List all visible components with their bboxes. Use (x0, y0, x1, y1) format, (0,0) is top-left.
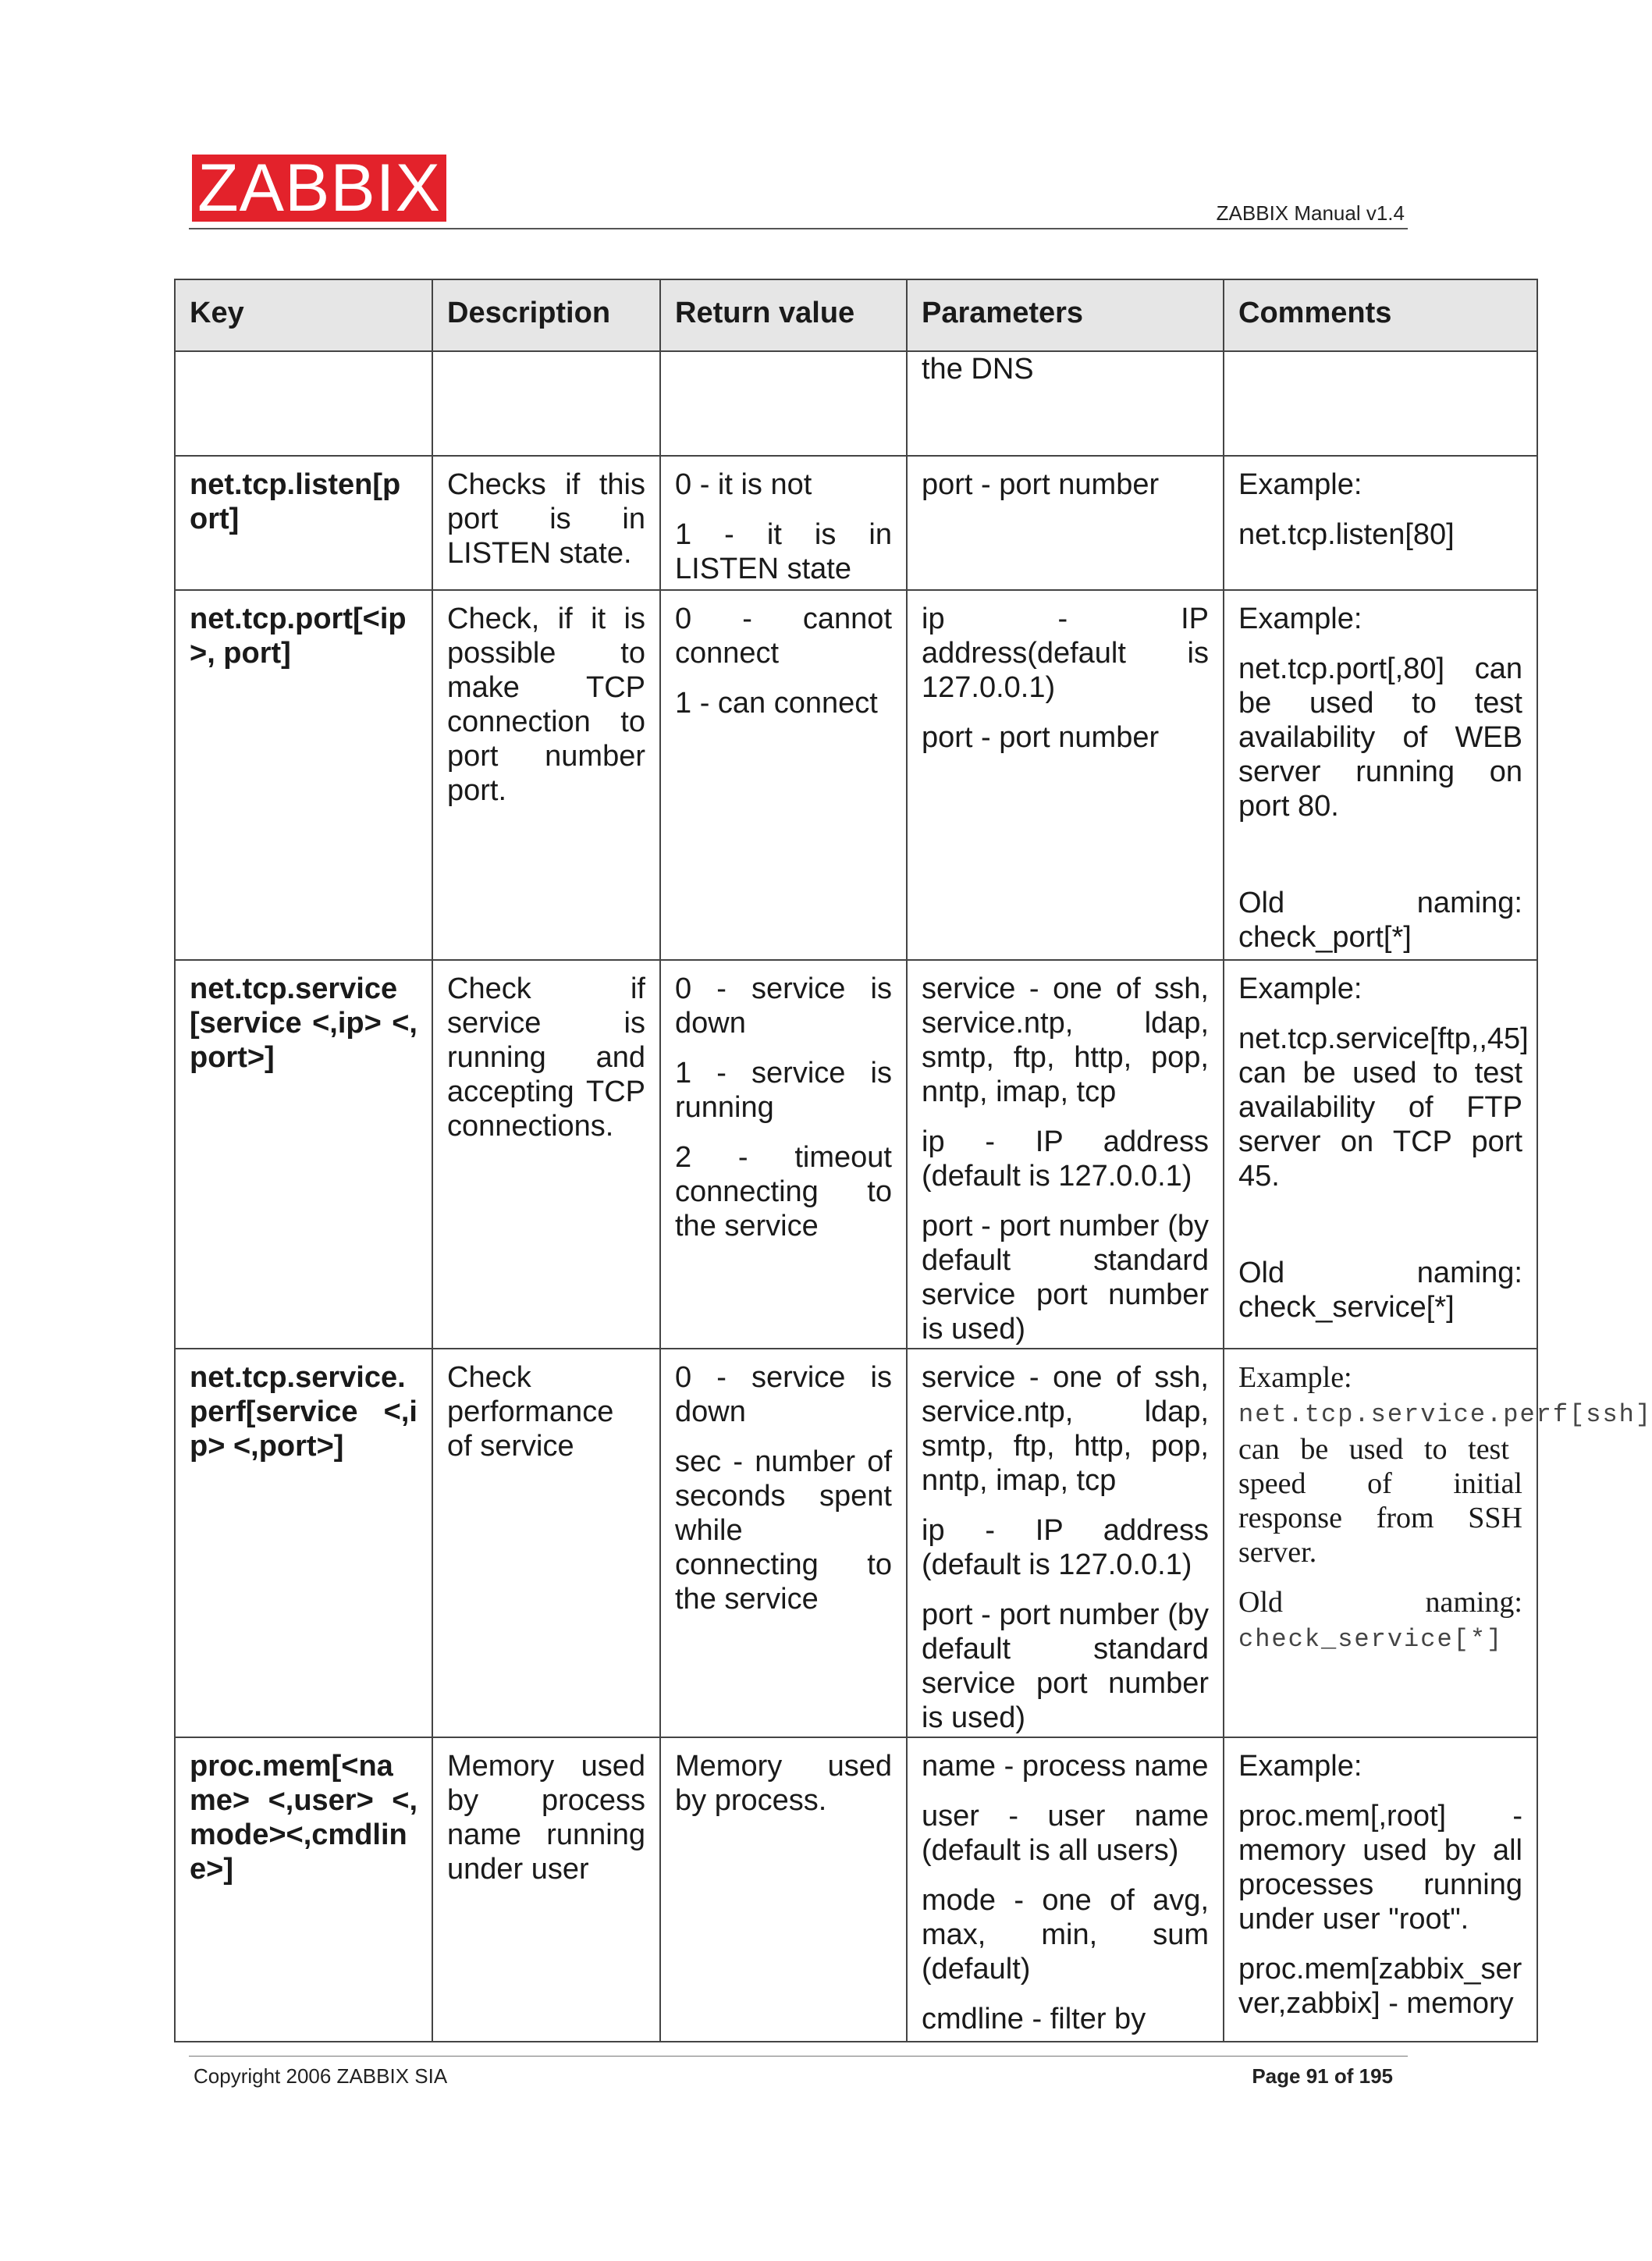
key-cell: net.tcp.listen[port] (175, 456, 432, 590)
column-header-parameters: Parameters (907, 279, 1224, 351)
comment-text: Example: (1238, 1750, 1362, 1783)
return-value-text: 0 - service is down (675, 1361, 892, 1428)
comment-text: net.tcp.listen[80] (1238, 518, 1455, 551)
comment-text: Example: (1238, 468, 1362, 501)
comment-text: Old naming: check_port[*] (1238, 887, 1522, 954)
table-row (175, 590, 1537, 960)
return-value-cell (660, 1737, 907, 2042)
comment-text: proc.mem[zabbix_server,zabbix] - memory (1238, 1953, 1522, 2020)
parameters-cell (907, 456, 1224, 590)
parameter-text: ip - IP address (default is 127.0.0.1) (922, 1125, 1209, 1193)
parameters-cell (907, 1349, 1224, 1737)
return-value-text: 2 - timeout connecting to the service (675, 1141, 892, 1242)
copyright-notice: Copyright 2006 ZABBIX SIA (194, 2064, 448, 2088)
comments-cell (1224, 1349, 1652, 1737)
return-value-text: sec - number of seconds spent while connecting to the service (675, 1445, 892, 1616)
return-value-cell (660, 456, 907, 590)
return-value-text: 0 - cannot connect (675, 603, 892, 670)
comment-text (1238, 1585, 1522, 1657)
footer-divider (189, 2056, 1408, 2057)
comments-cell (1224, 590, 1537, 960)
column-header-comments: Comments (1224, 279, 1537, 351)
comments-cell (1224, 351, 1537, 456)
description-cell: Check, if it is possible to make TCP connection to port number port. (432, 590, 660, 960)
comment-text (1238, 1395, 1652, 1570)
parameters-cell (907, 1737, 1224, 2042)
key-cell: proc.mem[<name> <,user> <,mode><,cmdline>] (175, 1737, 432, 2042)
comment-text: Old naming: check_service[*] (1238, 1257, 1522, 1324)
page-number: Page 91 of 195 (1252, 2064, 1393, 2088)
return-value-text: 1 - can connect (675, 687, 878, 720)
description-cell (432, 351, 660, 456)
parameter-text: cmdline - filter by (922, 2003, 1146, 2035)
comments-cell (1224, 1737, 1537, 2042)
table-row (175, 456, 1537, 590)
parameter-text: port - port number (922, 721, 1160, 754)
zabbix-logo: ZABBIX (192, 155, 446, 222)
key-cell (175, 351, 432, 456)
comments-cell (1224, 456, 1537, 590)
document-title: ZABBIX Manual v1.4 (1216, 201, 1405, 225)
column-header-return-value: Return value (660, 279, 907, 351)
parameter-text: ip - IP address (default is 127.0.0.1) (922, 1514, 1209, 1581)
description-cell: Memory used by process name running under user (432, 1737, 660, 2042)
comment-text: net.tcp.service[ftp,,45] can be used to test availability of FTP server on TCP port 45. (1238, 1022, 1529, 1193)
return-value-cell (660, 960, 907, 1349)
description-cell: Check performance of service (432, 1349, 660, 1737)
key-cell: net.tcp.port[<ip>, port] (175, 590, 432, 960)
comment-text: Example: (1238, 603, 1362, 635)
parameters-cell (907, 590, 1224, 960)
parameter-text: service - one of ssh, service.ntp, ldap, smtp, ftp, http, pop, nntp, imap, tcp (922, 972, 1209, 1108)
return-value-text: 0 - service is down (675, 972, 892, 1040)
description-cell: Check if service is running and accepting TCP connections. (432, 960, 660, 1349)
parameter-text: mode - one of avg, max, min, sum (default) (922, 1884, 1209, 1985)
return-value-cell (660, 351, 907, 456)
parameter-text: ip - IP address(default is 127.0.0.1) (922, 603, 1209, 704)
parameter-text: port - port number (by default standard service port number is used) (922, 1210, 1209, 1346)
example-code: net.tcp.service.perf[ssh] (1238, 1400, 1652, 1429)
parameter-text: port - port number (922, 468, 1160, 501)
table-row (175, 1349, 1537, 1737)
parameter-text: service - one of ssh, service.ntp, ldap, smtp, ftp, http, pop, nntp, imap, tcp (922, 1361, 1209, 1497)
comment-text: Example: (1238, 972, 1362, 1005)
parameters-cell (907, 960, 1224, 1349)
example-description: can be used to test speed of initial response from SSH server. (1238, 1433, 1522, 1569)
parameters-cell (907, 351, 1224, 456)
description-cell: Checks if this port is in LISTEN state. (432, 456, 660, 590)
old-naming-label: Old naming: (1238, 1586, 1522, 1619)
table-row (175, 351, 1537, 456)
return-value-text: 1 - it is in LISTEN state (675, 518, 892, 585)
column-header-description: Description (432, 279, 660, 351)
header-divider (189, 228, 1408, 229)
return-value-cell (660, 1349, 907, 1737)
key-cell: net.tcp.service[service <,ip> <,port>] (175, 960, 432, 1349)
comment-text: proc.mem[,root] - memory used by all processes running under user "root". (1238, 1800, 1522, 1936)
item-keys-table (174, 279, 1652, 2042)
old-naming-code: check_service[*] (1238, 1625, 1504, 1654)
parameter-text: port - port number (by default standard service port number is used) (922, 1598, 1209, 1734)
comment-text: net.tcp.port[,80] can be used to test availability of WEB server running on port 80. (1238, 652, 1522, 823)
comment-text: Example: (1238, 1361, 1352, 1394)
return-value-text: 1 - service is running (675, 1057, 892, 1124)
parameter-text: the DNS (922, 353, 1034, 386)
parameter-text: name - process name (922, 1750, 1209, 1783)
key-cell: net.tcp.service.perf[service <,ip> <,port>] (175, 1349, 432, 1737)
table-row (175, 960, 1537, 1349)
return-value-cell (660, 590, 907, 960)
table-header-row (175, 279, 1537, 351)
parameter-text: user - user name (default is all users) (922, 1800, 1209, 1867)
table-row (175, 1737, 1537, 2042)
return-value-text: Memory used by process. (675, 1750, 892, 1817)
comments-cell (1224, 960, 1537, 1349)
return-value-text: 0 - it is not (675, 468, 812, 501)
column-header-key: Key (175, 279, 432, 351)
